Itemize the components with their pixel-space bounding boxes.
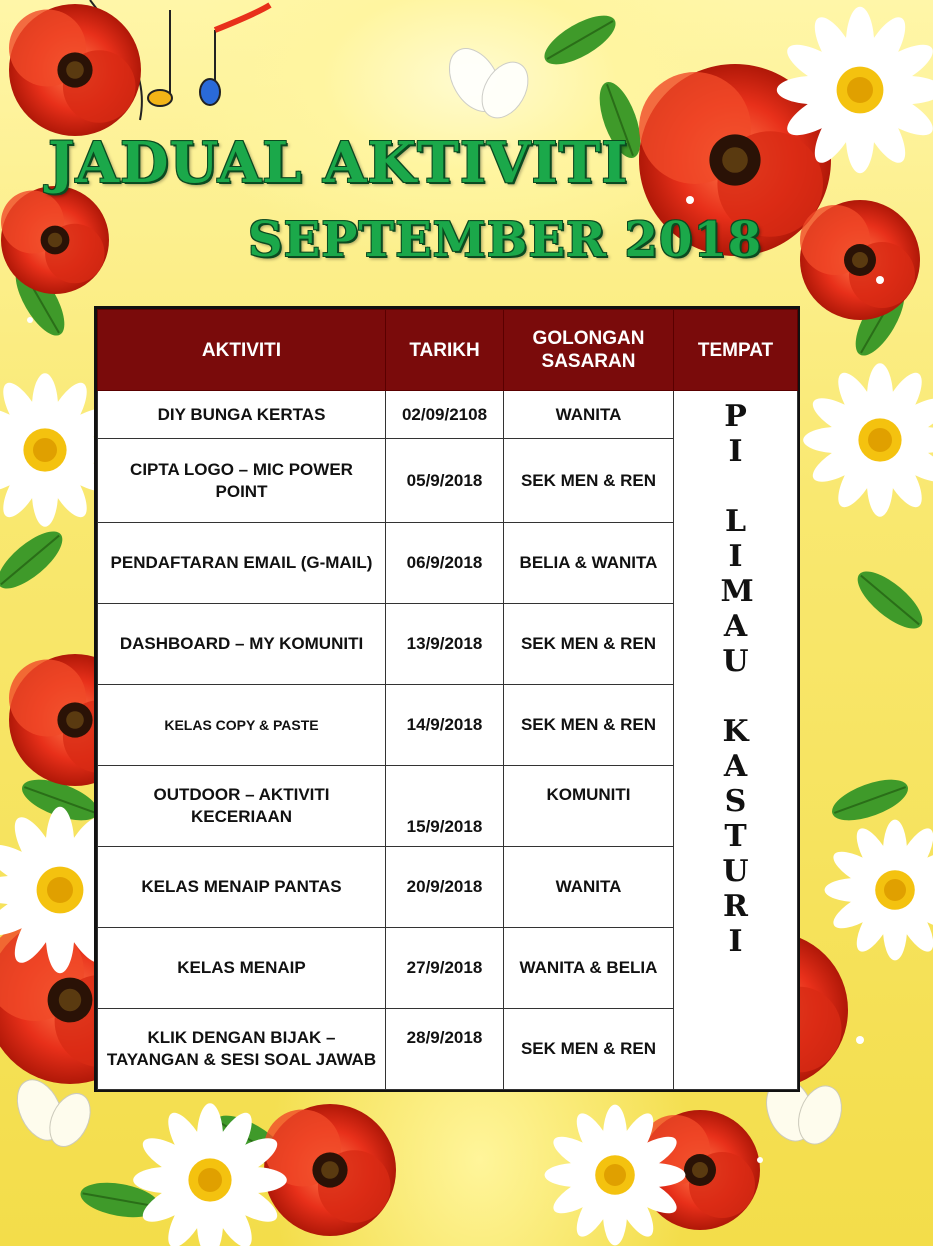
- cell-aktiviti: KELAS MENAIP PANTAS: [98, 847, 386, 928]
- title-line-2: SEPTEMBER 2018: [248, 212, 763, 268]
- cell-golongan: BELIA & WANITA: [504, 523, 674, 604]
- cell-aktiviti: CIPTA LOGO – MIC POWER POINT: [98, 439, 386, 523]
- cell-tarikh: 20/9/2018: [386, 847, 504, 928]
- tempat-word-2: LIMAU: [720, 504, 754, 679]
- cell-tarikh: 15/9/2018: [386, 766, 504, 847]
- cell-tarikh: 13/9/2018: [386, 604, 504, 685]
- cell-aktiviti: KLIK DENGAN BIJAK – TAYANGAN & SESI SOAL JAWAB: [98, 1009, 386, 1090]
- title-line-1: JADUAL AKTIVITI: [48, 130, 629, 196]
- tempat-word-1: PI: [724, 399, 747, 469]
- tempat-word-3: KASTURI: [722, 714, 749, 959]
- cell-golongan: SEK MEN & REN: [504, 439, 674, 523]
- cell-tarikh: 27/9/2018: [386, 928, 504, 1009]
- cell-golongan: WANITA & BELIA: [504, 928, 674, 1009]
- cell-aktiviti: DASHBOARD – MY KOMUNITI: [98, 604, 386, 685]
- schedule-table: [94, 306, 800, 1092]
- cell-tarikh: 06/9/2018: [386, 523, 504, 604]
- tempat-vertical-text: [674, 399, 797, 959]
- cell-tarikh: 02/09/2108: [386, 391, 504, 439]
- cell-aktiviti: OUTDOOR – AKTIVITI KECERIAAN: [98, 766, 386, 847]
- cell-aktiviti: KELAS MENAIP: [98, 928, 386, 1009]
- header-golongan-sasaran: GOLONGAN SASARAN: [504, 310, 674, 391]
- cell-golongan: SEK MEN & REN: [504, 1009, 674, 1090]
- cell-golongan: KOMUNITI: [504, 766, 674, 847]
- cell-tempat: [674, 391, 798, 1090]
- cell-golongan: SEK MEN & REN: [504, 685, 674, 766]
- cell-aktiviti: PENDAFTARAN EMAIL (G-MAIL): [98, 523, 386, 604]
- cell-tarikh: 14/9/2018: [386, 685, 504, 766]
- table-row: [98, 391, 798, 439]
- header-tarikh: TARIKH: [386, 310, 504, 391]
- header-aktiviti: AKTIVITI: [98, 310, 386, 391]
- cell-aktiviti: KELAS COPY & PASTE: [98, 685, 386, 766]
- cell-aktiviti: DIY BUNGA KERTAS: [98, 391, 386, 439]
- cell-golongan: WANITA: [504, 391, 674, 439]
- cell-tarikh: 05/9/2018: [386, 439, 504, 523]
- cell-golongan: SEK MEN & REN: [504, 604, 674, 685]
- cell-golongan: WANITA: [504, 847, 674, 928]
- cell-tarikh: 28/9/2018: [386, 1009, 504, 1090]
- header-tempat: TEMPAT: [674, 310, 798, 391]
- table-header-row: [98, 310, 798, 391]
